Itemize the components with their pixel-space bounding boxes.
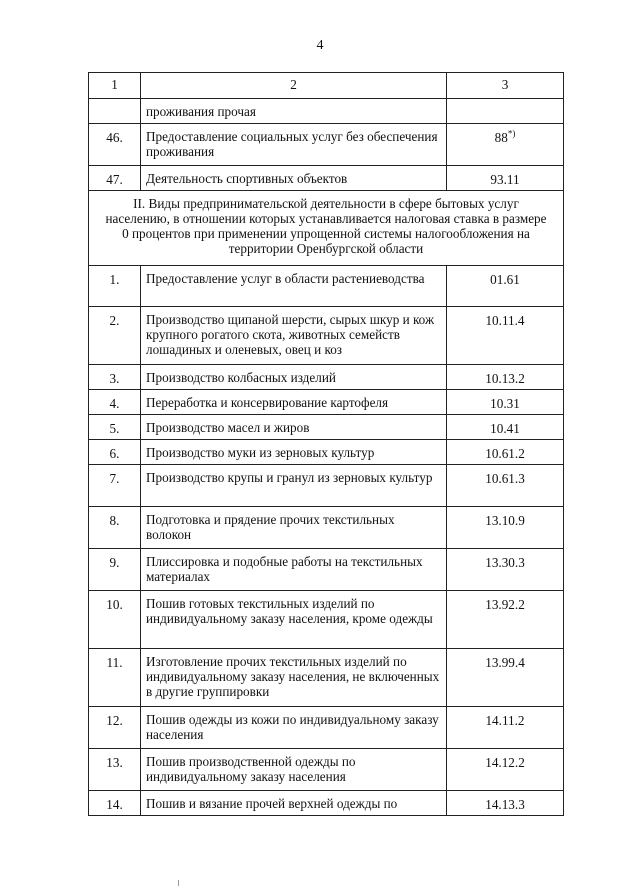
row-description: Производство масел и жиров — [141, 415, 447, 440]
row-code: 10.11.4 — [447, 307, 564, 365]
row-description: Предоставление услуг в области растениеводства — [141, 266, 447, 307]
table-row — [89, 791, 564, 816]
table-row — [89, 166, 564, 191]
code-value: 88 — [494, 130, 508, 145]
table-row — [89, 440, 564, 465]
row-code: 93.11 — [447, 166, 564, 191]
table-row — [89, 549, 564, 591]
row-number: 10. — [89, 591, 141, 649]
row-code: 14.12.2 — [447, 749, 564, 791]
row-description: Переработка и консервирование картофеля — [141, 390, 447, 415]
row-description: Производство крупы и гранул из зерновых культур — [141, 465, 447, 507]
row-number: 4. — [89, 390, 141, 415]
row-code: 10.13.2 — [447, 365, 564, 390]
row-number: 13. — [89, 749, 141, 791]
row-code: 10.41 — [447, 415, 564, 440]
section-header-row — [89, 191, 564, 266]
page-number: 4 — [316, 38, 324, 53]
row-number — [89, 99, 141, 124]
row-code: 14.11.2 — [447, 707, 564, 749]
code-footnote-mark: *) — [507, 128, 516, 139]
row-number: 2. — [89, 307, 141, 365]
row-description: Предоставление социальных услуг без обеспечения проживания — [141, 124, 447, 166]
row-description: проживания прочая — [141, 99, 447, 124]
row-code: 13.92.2 — [447, 591, 564, 649]
row-description: Пошив одежды из кожи по индивидуальному заказу населения — [141, 707, 447, 749]
row-description: Пошив производственной одежды по индивидуальному заказу населения — [141, 749, 447, 791]
row-number: 3. — [89, 365, 141, 390]
row-code: 10.31 — [447, 390, 564, 415]
table-row — [89, 365, 564, 390]
row-description: Пошив готовых текстильных изделий по индивидуальному заказу населения, кроме одежды — [141, 591, 447, 649]
row-code: 01.61 — [447, 266, 564, 307]
row-code: 10.61.3 — [447, 465, 564, 507]
row-code: 13.30.3 — [447, 549, 564, 591]
table-row — [89, 307, 564, 365]
row-number: 12. — [89, 707, 141, 749]
row-description: Плиссировка и подобные работы на текстильных материалах — [141, 549, 447, 591]
table-row — [89, 591, 564, 649]
row-number: 8. — [89, 507, 141, 549]
row-code: 10.61.2 — [447, 440, 564, 465]
row-number: 14. — [89, 791, 141, 816]
row-code — [447, 124, 564, 166]
table-row — [89, 749, 564, 791]
row-description: Производство щипаной шерсти, сырых шкур и кож крупного рогатого скота, животных семейств лошадиных и оленевых, овец и коз — [141, 307, 447, 365]
row-number: 9. — [89, 549, 141, 591]
row-description: Изготовление прочих текстильных изделий по индивидуальному заказу населения, не включенных в другие группировки — [141, 649, 447, 707]
header-cell-3: 3 — [447, 73, 564, 99]
row-number: 47. — [89, 166, 141, 191]
row-description: Производство муки из зерновых культур — [141, 440, 447, 465]
table-row — [89, 465, 564, 507]
row-description: Подготовка и прядение прочих текстильных волокон — [141, 507, 447, 549]
row-number: 11. — [89, 649, 141, 707]
row-number: 1. — [89, 266, 141, 307]
row-code: 13.99.4 — [447, 649, 564, 707]
row-code — [447, 99, 564, 124]
table-row — [89, 649, 564, 707]
header-cell-2: 2 — [141, 73, 447, 99]
table-row — [89, 507, 564, 549]
activity-table — [88, 72, 564, 816]
row-number: 5. — [89, 415, 141, 440]
table-row — [89, 415, 564, 440]
table-header-row — [89, 73, 564, 99]
scan-mark — [178, 880, 179, 886]
row-description: Производство колбасных изделий — [141, 365, 447, 390]
continuation-row — [89, 99, 564, 124]
row-number: 7. — [89, 465, 141, 507]
table-row — [89, 707, 564, 749]
row-number: 46. — [89, 124, 141, 166]
header-cell-1: 1 — [89, 73, 141, 99]
table-row — [89, 390, 564, 415]
section-title: II. Виды предпринимательской деятельности в сфере бытовых услуг населению, в отношении которых устанавливается налоговая ставка в размере 0 процентов при применении упрощенной системы налогообложения на территории Оренбургской области — [89, 191, 564, 266]
row-description: Деятельность спортивных объектов — [141, 166, 447, 191]
row-number: 6. — [89, 440, 141, 465]
table-row — [89, 124, 564, 166]
table-row — [89, 266, 564, 307]
row-description: Пошив и вязание прочей верхней одежды по — [141, 791, 447, 816]
row-code: 13.10.9 — [447, 507, 564, 549]
row-code: 14.13.3 — [447, 791, 564, 816]
